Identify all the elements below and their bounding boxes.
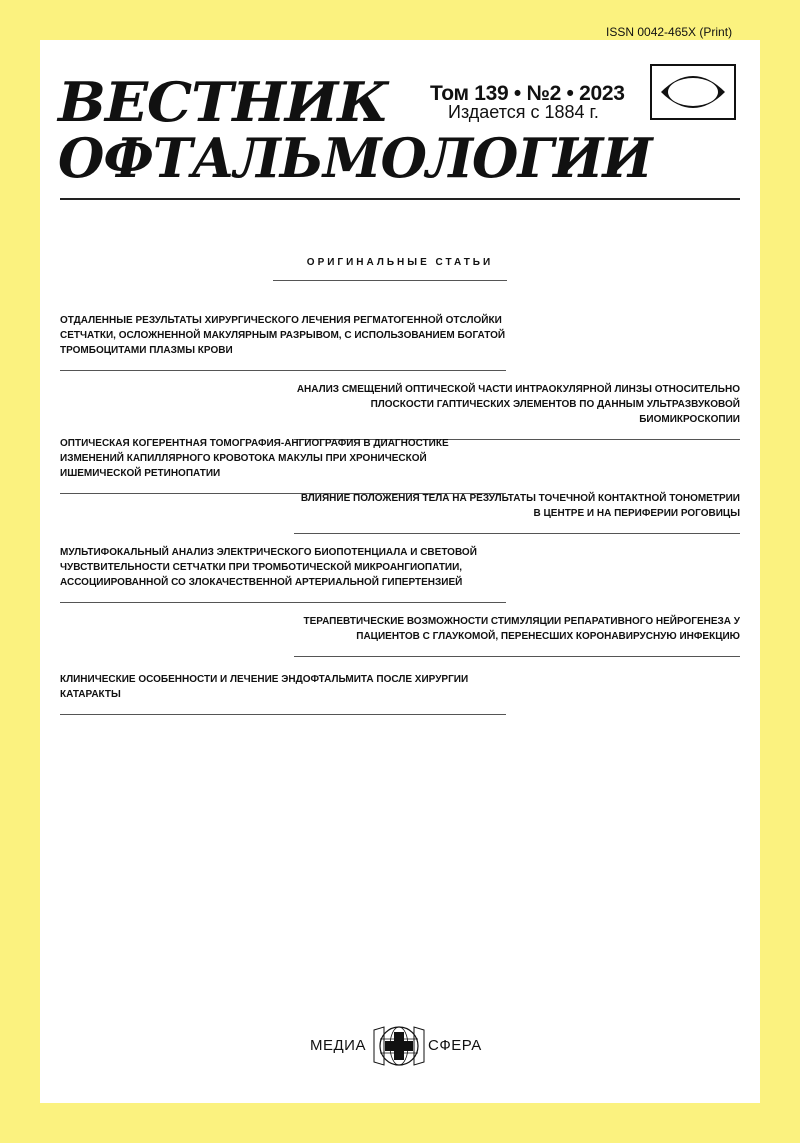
eye-icon — [652, 66, 734, 118]
article-title: АНАЛИЗ СМЕЩЕНИЙ ОПТИЧЕСКОЙ ЧАСТИ ИНТРАОКУЛЯРНОЙ ЛИНЗЫ ОТНОСИТЕЛЬНО ПЛОСКОСТИ ГАПТИЧЕСКИХ ЭЛЕМЕНТОВ ПО ДАННЫМ УЛЬТРАЗВУКОВОЙ БИОМИКРОСКОПИИ — [294, 382, 740, 440]
publisher-name-right: СФЕРА — [428, 1037, 482, 1054]
article-title: ТЕРАПЕВТИЧЕСКИЕ ВОЗМОЖНОСТИ СТИМУЛЯЦИИ РЕПАРАТИВНОГО НЕЙРОГЕНЕЗА У ПАЦИЕНТОВ С ГЛАУКОМОЙ, ПЕРЕНЕСШИХ КОРОНАВИРУСНУЮ ИНФЕКЦИЮ — [294, 614, 740, 657]
article-3[interactable] — [60, 436, 506, 494]
journal-title-line1: ВЕСТНИК — [58, 70, 388, 134]
publisher-name-left: МЕДИА — [310, 1037, 366, 1054]
cover-page — [40, 40, 760, 1103]
article-title: ОПТИЧЕСКАЯ КОГЕРЕНТНАЯ ТОМОГРАФИЯ-АНГИОГРАФИЯ В ДИАГНОСТИКЕ ИЗМЕНЕНИЙ КАПИЛЛЯРНОГО КРОВОТОКА МАКУЛЫ ПРИ ХРОНИЧЕСКОЙ ИШЕМИЧЕСКОЙ РЕТИНОПАТИИ — [60, 436, 506, 494]
header-divider — [60, 198, 740, 200]
journal-title-line2: ОФТАЛЬМОЛОГИИ — [58, 126, 652, 190]
publisher-logo — [310, 1024, 490, 1068]
article-6[interactable] — [294, 614, 740, 657]
article-title: ВЛИЯНИЕ ПОЛОЖЕНИЯ ТЕЛА НА РЕЗУЛЬТАТЫ ТОЧЕЧНОЙ КОНТАКТНОЙ ТОНОМЕТРИИ В ЦЕНТРЕ И НА ПЕРИФЕРИИ РОГОВИЦЫ — [294, 491, 740, 534]
founded-since: Издается с 1884 г. — [448, 102, 599, 122]
article-2[interactable] — [294, 382, 740, 440]
article-1[interactable] — [60, 313, 506, 371]
issn-print: ISSN 0042-465X (Print) — [606, 25, 733, 39]
section-title: ОРИГИНАЛЬНЫЕ СТАТЬИ — [306, 257, 494, 268]
volume-issue-year: Том 139 • №2 • 2023 — [430, 82, 625, 105]
article-title: МУЛЬТИФОКАЛЬНЫЙ АНАЛИЗ ЭЛЕКТРИЧЕСКОГО БИОПОТЕНЦИАЛА И СВЕТОВОЙ ЧУВСТВИТЕЛЬНОСТИ СЕТЧАТКИ ПРИ ТРОМБОТИЧЕСКОЙ МИКРОАНГИОПАТИИ, АССОЦИИРОВАННОЙ СО ЗЛОКАЧЕСТВЕННОЙ АРТЕРИАЛЬНОЙ ГИПЕРТЕНЗИЕЙ — [60, 545, 506, 603]
article-4[interactable] — [294, 491, 740, 534]
article-7[interactable] — [60, 672, 506, 715]
section-divider — [273, 280, 507, 281]
article-title: КЛИНИЧЕСКИЕ ОСОБЕННОСТИ И ЛЕЧЕНИЕ ЭНДОФТАЛЬМИТА ПОСЛЕ ХИРУРГИИ КАТАРАКТЫ — [60, 672, 506, 715]
article-5[interactable] — [60, 545, 506, 603]
article-title: ОТДАЛЕННЫЕ РЕЗУЛЬТАТЫ ХИРУРГИЧЕСКОГО ЛЕЧЕНИЯ РЕГМАТОГЕННОЙ ОТСЛОЙКИ СЕТЧАТКИ, ОСЛОЖНЕННОЙ МАКУЛЯРНЫМ РАЗРЫВОМ, С ИСПОЛЬЗОВАНИЕМ БОГАТОЙ ТРОМБОЦИТАМИ ПЛАЗМЫ КРОВИ — [60, 313, 506, 371]
globe-cross-icon — [372, 1024, 426, 1068]
journal-logo — [650, 64, 736, 120]
